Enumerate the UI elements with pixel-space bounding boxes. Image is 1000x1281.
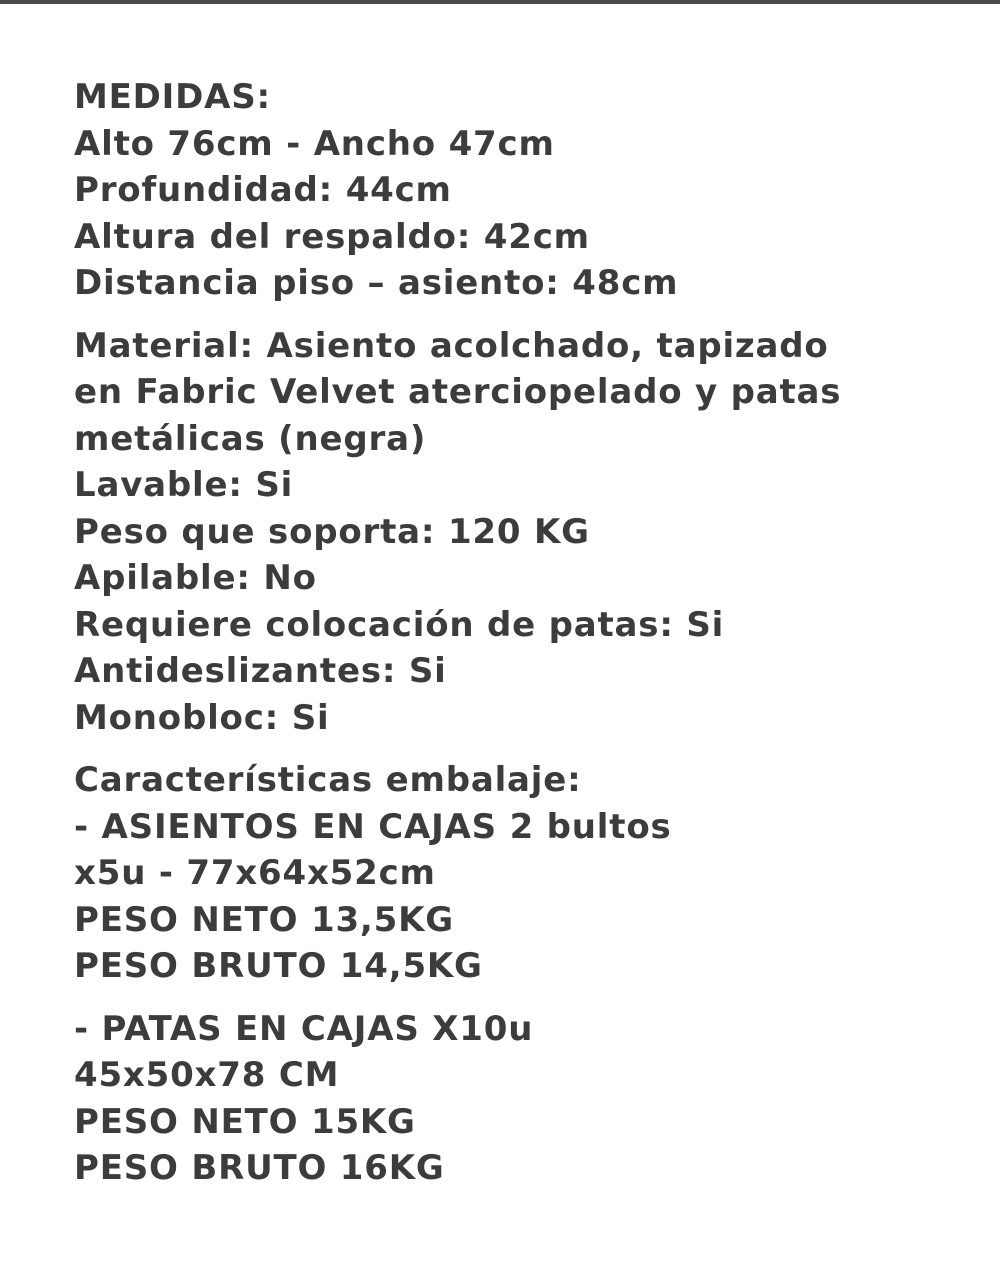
seat-height-line: Distancia piso – asiento: 48cm: [74, 263, 679, 303]
non-slip-line: Antideslizantes: Si: [74, 651, 447, 691]
product-spec-text: [74, 74, 974, 1192]
material-line: Material: Asiento acolchado, tapizado: [74, 325, 829, 366]
seats-net-weight-line: PESO NETO 13,5KG: [74, 899, 454, 940]
washable-line: Lavable: Si: [74, 465, 294, 505]
packaging-seats-section: [74, 757, 974, 990]
depth-line: Profundidad: 44cm: [74, 170, 452, 210]
backrest-height-line: Altura del respaldo: 42cm: [74, 216, 590, 257]
seats-box-dimensions-line: x5u - 77x64x52cm: [74, 853, 436, 893]
material-line: en Fabric Velvet aterciopelado y patas: [74, 372, 842, 412]
legs-boxes-line: - PATAS EN CAJAS X10u: [74, 1008, 534, 1049]
weight-capacity-line: Peso que soporta: 120 KG: [74, 511, 590, 552]
packaging-legs-section: [74, 1006, 974, 1192]
top-divider: [0, 0, 1000, 4]
measurements-section: [74, 74, 974, 307]
packaging-heading: Características embalaje:: [74, 760, 582, 800]
measurements-heading: MEDIDAS:: [74, 77, 271, 117]
seats-boxes-line: - ASIENTOS EN CAJAS 2 bultos: [74, 806, 672, 847]
height-width-line: Alto 76cm - Ancho 47cm: [74, 123, 555, 164]
legs-assembly-line: Requiere colocación de patas: Si: [74, 604, 725, 645]
material-section: [74, 323, 974, 742]
legs-box-dimensions-line: 45x50x78 CM: [74, 1055, 340, 1095]
legs-gross-weight-line: PESO BRUTO 16KG: [74, 1148, 445, 1188]
stackable-line: Apilable: No: [74, 558, 317, 598]
seats-gross-weight-line: PESO BRUTO 14,5KG: [74, 946, 483, 986]
monobloc-line: Monobloc: Si: [74, 697, 330, 738]
material-line: metálicas (negra): [74, 418, 427, 459]
legs-net-weight-line: PESO NETO 15KG: [74, 1101, 416, 1142]
